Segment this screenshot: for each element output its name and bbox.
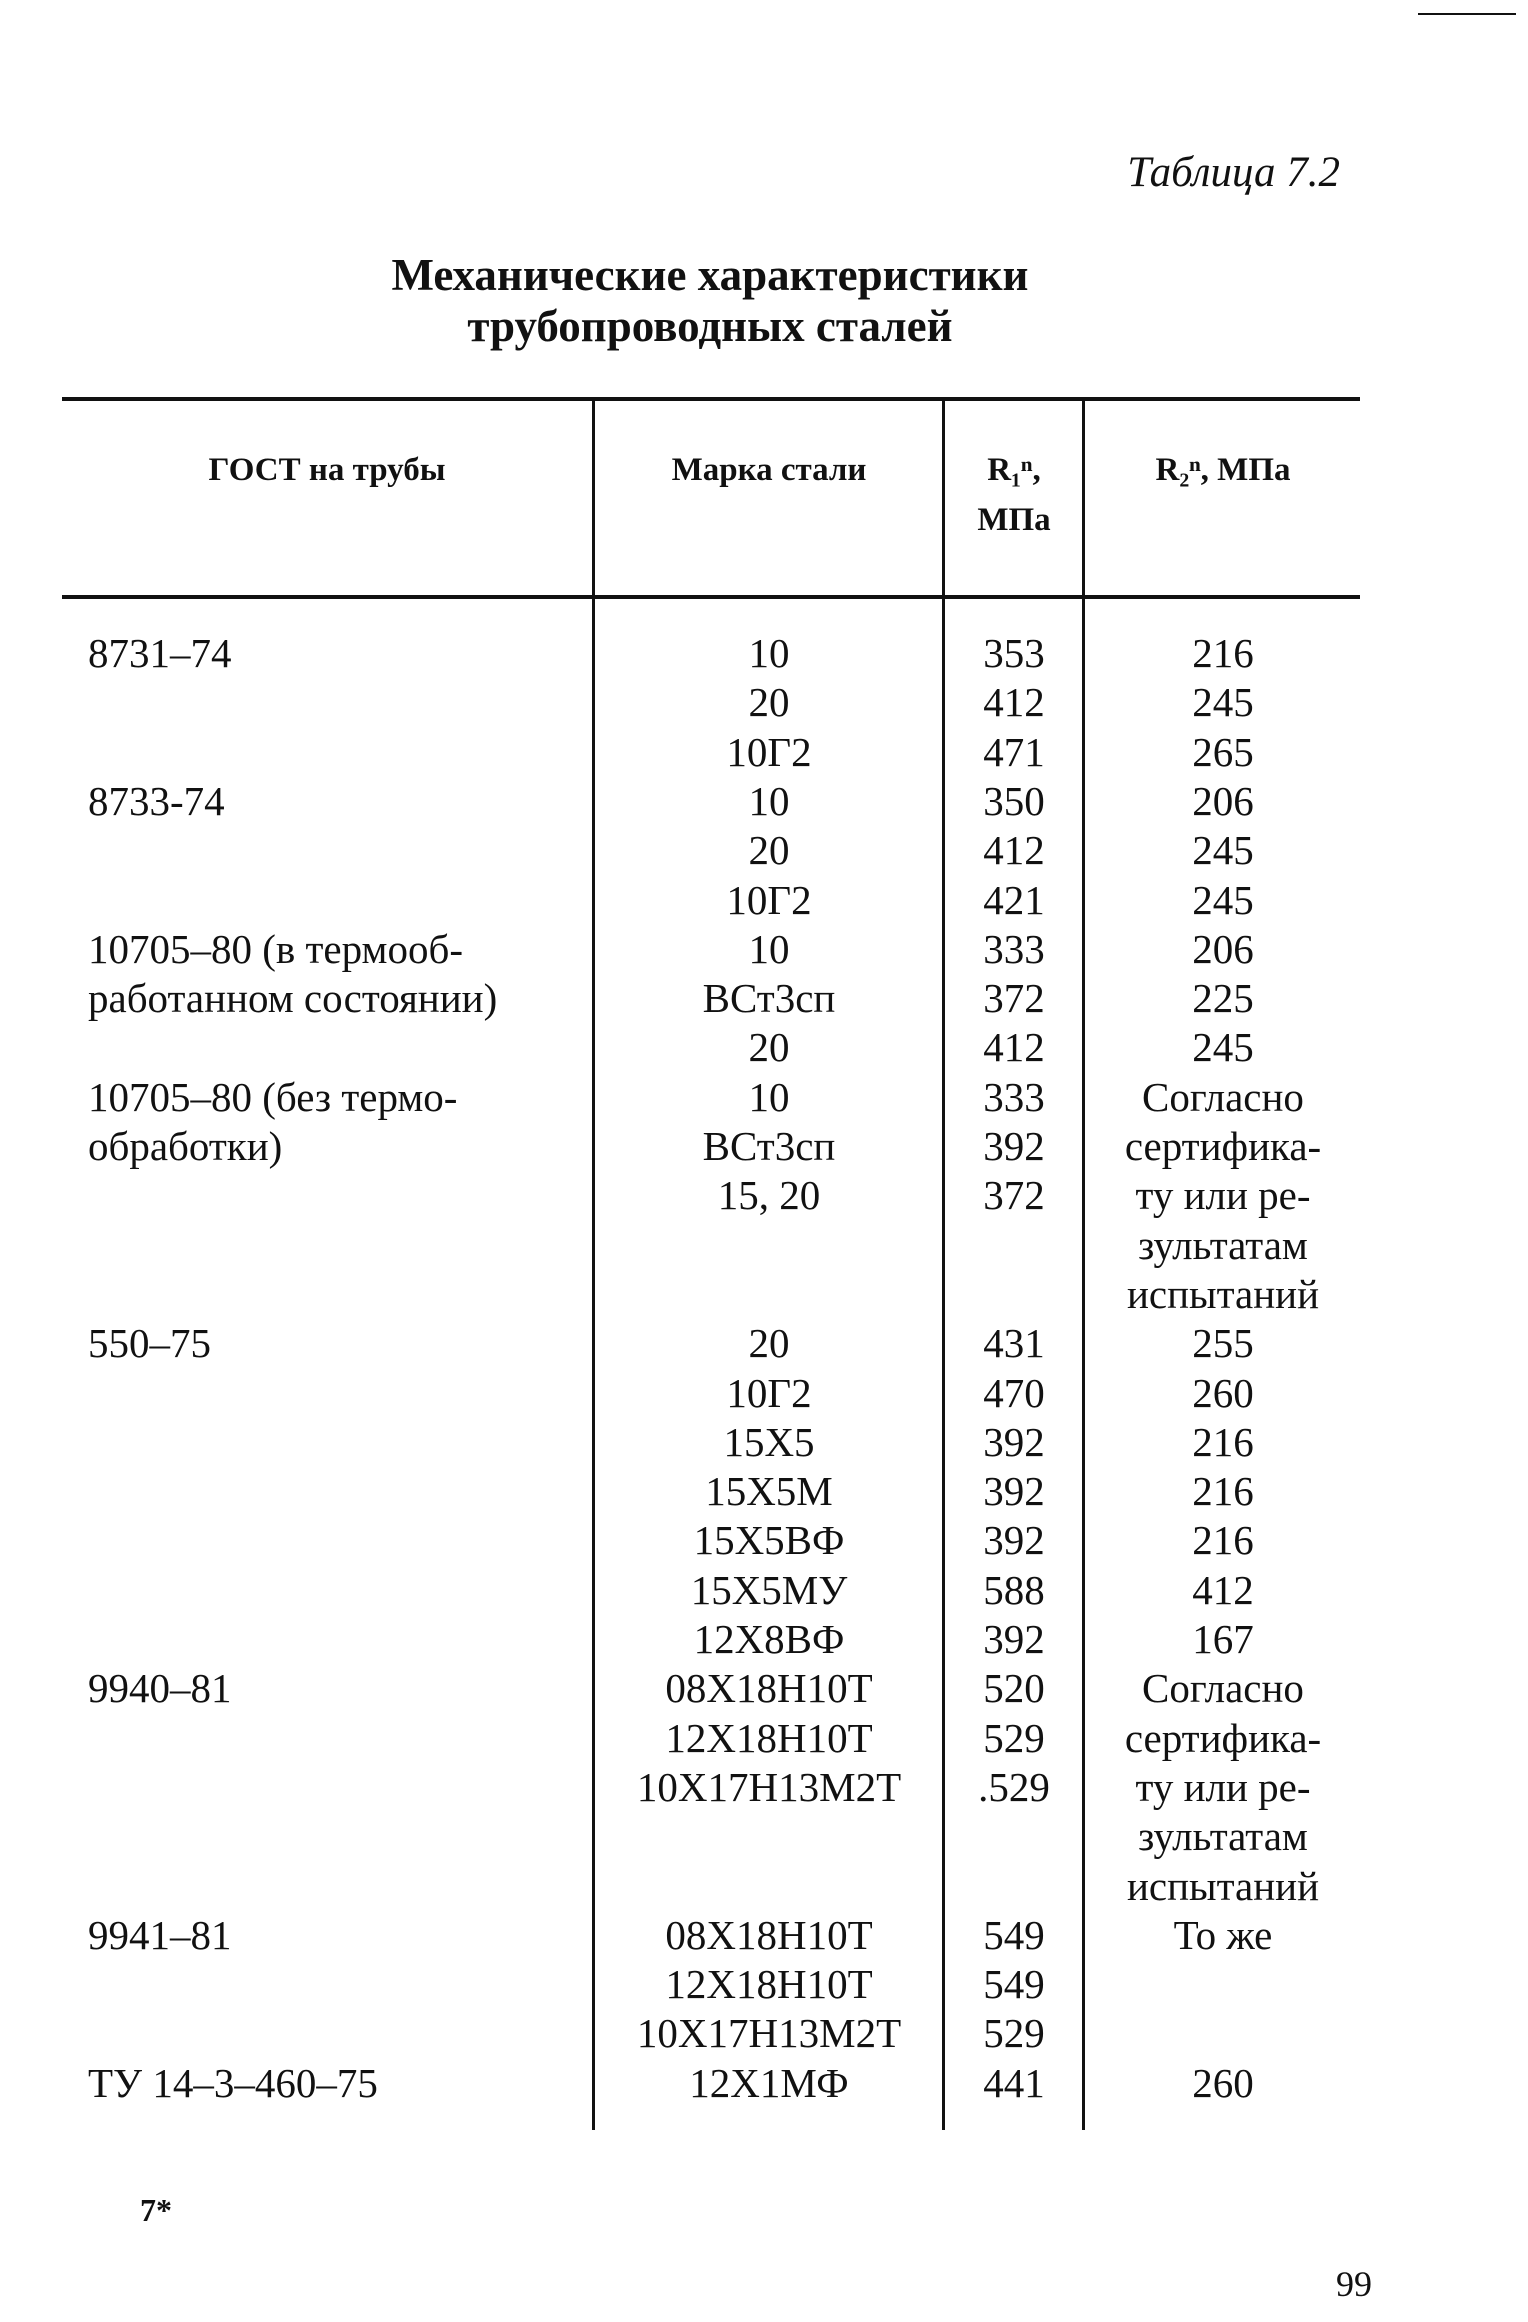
r2-value-cell: 255 xyxy=(1192,1320,1254,1367)
steel-grade-cell: 20 xyxy=(748,679,790,726)
steel-grade-cell: 15, 20 xyxy=(717,1172,821,1219)
steel-grade-cell: 12Х18Н10Т xyxy=(665,1714,873,1761)
r1-value-cell: 392 xyxy=(983,1468,1045,1515)
steel-grade-cell: 08Х18Н10Т xyxy=(665,1911,873,1958)
r1-value-cell: 529 xyxy=(983,1714,1045,1761)
gost-cell: 9940–81 xyxy=(88,1665,232,1712)
steel-grade-cell: ВСт3сп xyxy=(702,1123,836,1169)
r2-value-cell: испытаний xyxy=(1126,1270,1320,1317)
r2-value-cell: зультатам xyxy=(1138,1221,1308,1268)
gost-cell: работанном состоянии) xyxy=(88,975,498,1022)
r2-value-cell: ту или ре- xyxy=(1135,1172,1311,1219)
r2-value-cell: Согласно xyxy=(1142,1665,1304,1712)
r2-value-cell: 225 xyxy=(1192,975,1254,1022)
r2-value-cell: зультатам xyxy=(1138,1813,1308,1860)
steel-grade-cell: 15Х5М xyxy=(705,1468,833,1515)
header-steel-grade: Марка стали xyxy=(671,452,867,488)
steel-grade-cell: 15Х5 xyxy=(723,1418,815,1465)
column-divider-2 xyxy=(942,397,945,2130)
r1-value-cell: 392 xyxy=(983,1123,1045,1169)
r2-value-cell: сертифика- xyxy=(1124,1123,1322,1169)
r2-value-cell: испытаний xyxy=(1126,1862,1320,1909)
steel-grade-cell: 10Х17Н13М2Т xyxy=(636,2010,902,2057)
header-r2: R₂ⁿ, МПа xyxy=(1155,452,1291,488)
r2-value-cell: 216 xyxy=(1192,1517,1254,1564)
gost-cell: 550–75 xyxy=(88,1320,211,1367)
r2-value-cell: 167 xyxy=(1192,1616,1254,1662)
column-divider-3 xyxy=(1082,397,1085,2130)
table-title-line-2: трубопроводных сталей xyxy=(467,301,953,351)
r1-value-cell: 392 xyxy=(983,1517,1045,1564)
steel-grade-cell: 20 xyxy=(748,1320,790,1367)
r1-value-cell: 431 xyxy=(983,1320,1045,1367)
table-title xyxy=(260,250,1160,352)
steel-grade-cell: 20 xyxy=(748,1024,790,1071)
r2-value-cell: 245 xyxy=(1192,1024,1254,1071)
header-gost: ГОСТ на трубы xyxy=(208,452,446,488)
table-top-rule xyxy=(62,397,1360,401)
r2-value-cell: 265 xyxy=(1192,728,1254,775)
steel-properties-table xyxy=(62,397,1360,2130)
r2-value-cell: 206 xyxy=(1192,925,1254,972)
r1-value-cell: .529 xyxy=(978,1763,1050,1810)
r2-value-cell: 245 xyxy=(1192,679,1254,726)
gost-cell: ТУ 14–3–460–75 xyxy=(88,2059,378,2106)
r2-value-cell: 216 xyxy=(1192,1418,1254,1465)
r1-value-cell: 333 xyxy=(983,1073,1045,1120)
r2-value-cell: ту или ре- xyxy=(1135,1763,1311,1810)
steel-grade-cell: ВСт3сп xyxy=(702,975,836,1022)
steel-grade-cell: 12Х18Н10Т xyxy=(665,1961,873,2008)
steel-grade-cell: 12Х1МФ xyxy=(689,2059,849,2106)
r1-value-cell: 441 xyxy=(983,2059,1045,2106)
r1-value-cell: 529 xyxy=(983,2010,1045,2057)
steel-grade-cell: 15Х5МУ xyxy=(690,1566,848,1613)
r1-value-cell: 412 xyxy=(983,827,1045,874)
steel-grade-cell: 10Г2 xyxy=(726,876,812,923)
steel-grade-cell: 10 xyxy=(748,925,790,972)
gost-cell: 9941–81 xyxy=(88,1911,232,1958)
r2-value-cell: Согласно xyxy=(1142,1073,1304,1120)
steel-grade-cell: 10 xyxy=(748,1073,790,1120)
r2-value-cell: 412 xyxy=(1192,1566,1254,1613)
r1-value-cell: 588 xyxy=(983,1566,1045,1613)
steel-grade-cell: 10Х17Н13М2Т xyxy=(636,1763,902,1810)
scan-edge-line xyxy=(1418,13,1516,15)
r1-value-cell: 520 xyxy=(983,1665,1045,1712)
steel-grade-cell: 20 xyxy=(748,827,790,874)
steel-grade-cell: 15Х5ВФ xyxy=(693,1517,845,1564)
r1-value-cell: 350 xyxy=(983,777,1045,824)
header-r1: R₁ⁿ, МПа xyxy=(977,452,1051,538)
steel-grade-cell: 10 xyxy=(748,777,790,824)
r2-value-cell: 245 xyxy=(1192,876,1254,923)
r1-value-cell: 470 xyxy=(983,1369,1045,1416)
r2-value-cell: 245 xyxy=(1192,827,1254,874)
gost-cell: обработки) xyxy=(88,1123,283,1169)
steel-grade-cell: 12Х8ВФ xyxy=(693,1616,845,1662)
steel-grade-cell: 10Г2 xyxy=(726,1369,812,1416)
r1-value-cell: 412 xyxy=(983,1024,1045,1071)
r2-value-cell: То же xyxy=(1173,1911,1273,1958)
r1-value-cell: 471 xyxy=(983,728,1045,775)
r2-value-cell: 260 xyxy=(1192,1369,1254,1416)
r1-value-cell: 412 xyxy=(983,679,1045,726)
steel-grade-cell: 10Г2 xyxy=(726,728,812,775)
r1-value-cell: 392 xyxy=(983,1616,1045,1662)
steel-grade-cell: 10 xyxy=(748,630,790,676)
r2-value-cell: 216 xyxy=(1192,630,1254,676)
r1-value-cell: 421 xyxy=(983,876,1045,923)
r2-value-cell: 260 xyxy=(1192,2059,1254,2106)
steel-grade-cell: 08Х18Н10Т xyxy=(665,1665,873,1712)
header-bottom-rule xyxy=(62,595,1360,599)
r2-value-cell: сертифика- xyxy=(1124,1714,1322,1761)
table-caption: Таблица 7.2 xyxy=(1127,149,1340,196)
r1-value-cell: 333 xyxy=(983,925,1045,972)
gost-cell: 8733-74 xyxy=(88,777,225,824)
signature-mark: 7* xyxy=(140,2192,172,2228)
r2-value-cell: 206 xyxy=(1192,777,1254,824)
gost-cell: 8731–74 xyxy=(88,630,232,676)
gost-cell: 10705–80 (в термооб- xyxy=(88,925,463,972)
r1-value-cell: 372 xyxy=(983,1172,1045,1219)
page-number: 99 xyxy=(1336,2264,1372,2304)
r1-value-cell: 353 xyxy=(983,630,1045,676)
r1-value-cell: 372 xyxy=(983,975,1045,1022)
r2-value-cell: 216 xyxy=(1192,1468,1254,1515)
r1-value-cell: 549 xyxy=(983,1961,1045,2008)
gost-cell: 10705–80 (без термо- xyxy=(88,1073,458,1120)
r1-value-cell: 549 xyxy=(983,1911,1045,1958)
table-title-line-1: Механические характеристики xyxy=(391,250,1029,300)
r1-value-cell: 392 xyxy=(983,1418,1045,1465)
